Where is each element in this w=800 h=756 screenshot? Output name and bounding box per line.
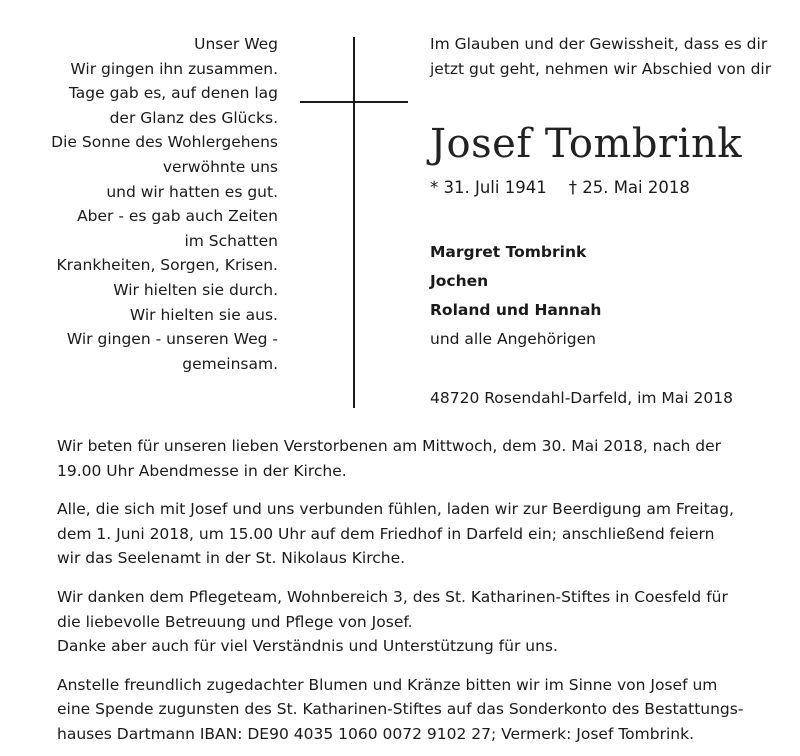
- life-dates: [430, 176, 690, 200]
- intro-text: [430, 32, 770, 81]
- poem-line: verwöhnte uns: [162, 157, 278, 176]
- poem-line: und wir hatten es gut.: [106, 182, 278, 201]
- text-line: die liebevolle Betreuung und Pflege von Josef.: [57, 612, 413, 631]
- text-line: Wir danken dem Pflegeteam, Wohnbereich 3, des St. Katharinen-Stiftes in Coesfeld für: [57, 587, 728, 606]
- mourner-name: Jochen: [430, 272, 489, 290]
- text-line: Anstelle freundlich zugedachter Blumen und Kränze bitten wir im Sinne von Josef um: [57, 675, 718, 694]
- text-line: wir das Seelenamt in der St. Nikolaus Kirche.: [57, 549, 406, 568]
- paragraph-funeral: [57, 497, 747, 571]
- death-date: † 25. Mai 2018: [568, 178, 690, 197]
- cross-icon-bar: [300, 101, 408, 103]
- place-date: 48720 Rosendahl-Darfeld, im Mai 2018: [430, 389, 733, 407]
- text-line: hauses Dartmann IBAN: DE90 4035 1060 0072 9102 27; Vermerk: Josef Tombrink.: [57, 724, 694, 743]
- intro-line: Im Glauben und der Gewissheit, dass es dir: [430, 35, 768, 53]
- intro-line: jetzt gut geht, nehmen wir Abschied von dir: [430, 59, 772, 78]
- paragraph-donation: [57, 673, 747, 747]
- poem-line: Aber - es gab auch Zeiten: [77, 207, 278, 226]
- paragraph-thanks: [57, 585, 747, 659]
- deceased-name: Josef Tombrink: [430, 121, 742, 167]
- poem: [30, 32, 278, 376]
- notice-body: [57, 434, 747, 747]
- text-line: 19.00 Uhr Abendmesse in der Kirche.: [57, 461, 347, 480]
- poem-line: der Glanz des Glücks.: [109, 108, 278, 127]
- poem-title: Unser Weg: [194, 35, 278, 53]
- mourner-name: Roland und Hannah: [430, 301, 602, 319]
- mourners: [430, 238, 601, 354]
- birth-date: * 31. Juli 1941: [430, 178, 547, 197]
- poem-line: Krankheiten, Sorgen, Krisen.: [56, 256, 278, 275]
- poem-line: Wir hielten sie durch.: [113, 280, 278, 299]
- text-line: dem 1. Juni 2018, um 15.00 Uhr auf dem Friedhof in Darfeld ein; anschließend feiern: [57, 524, 715, 543]
- poem-line: Die Sonne des Wohlergehens: [51, 133, 278, 152]
- mourner-others: und alle Angehörigen: [430, 330, 596, 348]
- poem-line: gemeinsam.: [182, 354, 278, 373]
- text-line: Alle, die sich mit Josef und uns verbunden fühlen, laden wir zur Beerdigung am Freitag,: [57, 500, 734, 519]
- text-line: eine Spende zugunsten des St. Katharinen-Stiftes auf das Sonderkonto des Bestattungs-: [57, 700, 744, 719]
- poem-line: im Schatten: [184, 231, 278, 250]
- poem-line: Wir gingen ihn zusammen.: [70, 59, 278, 78]
- poem-line: Wir hielten sie aus.: [129, 305, 278, 324]
- text-line: Danke aber auch für viel Verständnis und Unterstützung für uns.: [57, 637, 558, 656]
- poem-line: Wir gingen - unseren Weg -: [66, 330, 278, 349]
- text-line: Wir beten für unseren lieben Verstorbenen am Mittwoch, dem 30. Mai 2018, nach der: [57, 437, 722, 455]
- paragraph-prayer: [57, 434, 747, 483]
- mourner-name: Margret Tombrink: [430, 243, 587, 261]
- poem-line: Tage gab es, auf denen lag: [68, 84, 278, 103]
- cross-icon: [353, 37, 355, 408]
